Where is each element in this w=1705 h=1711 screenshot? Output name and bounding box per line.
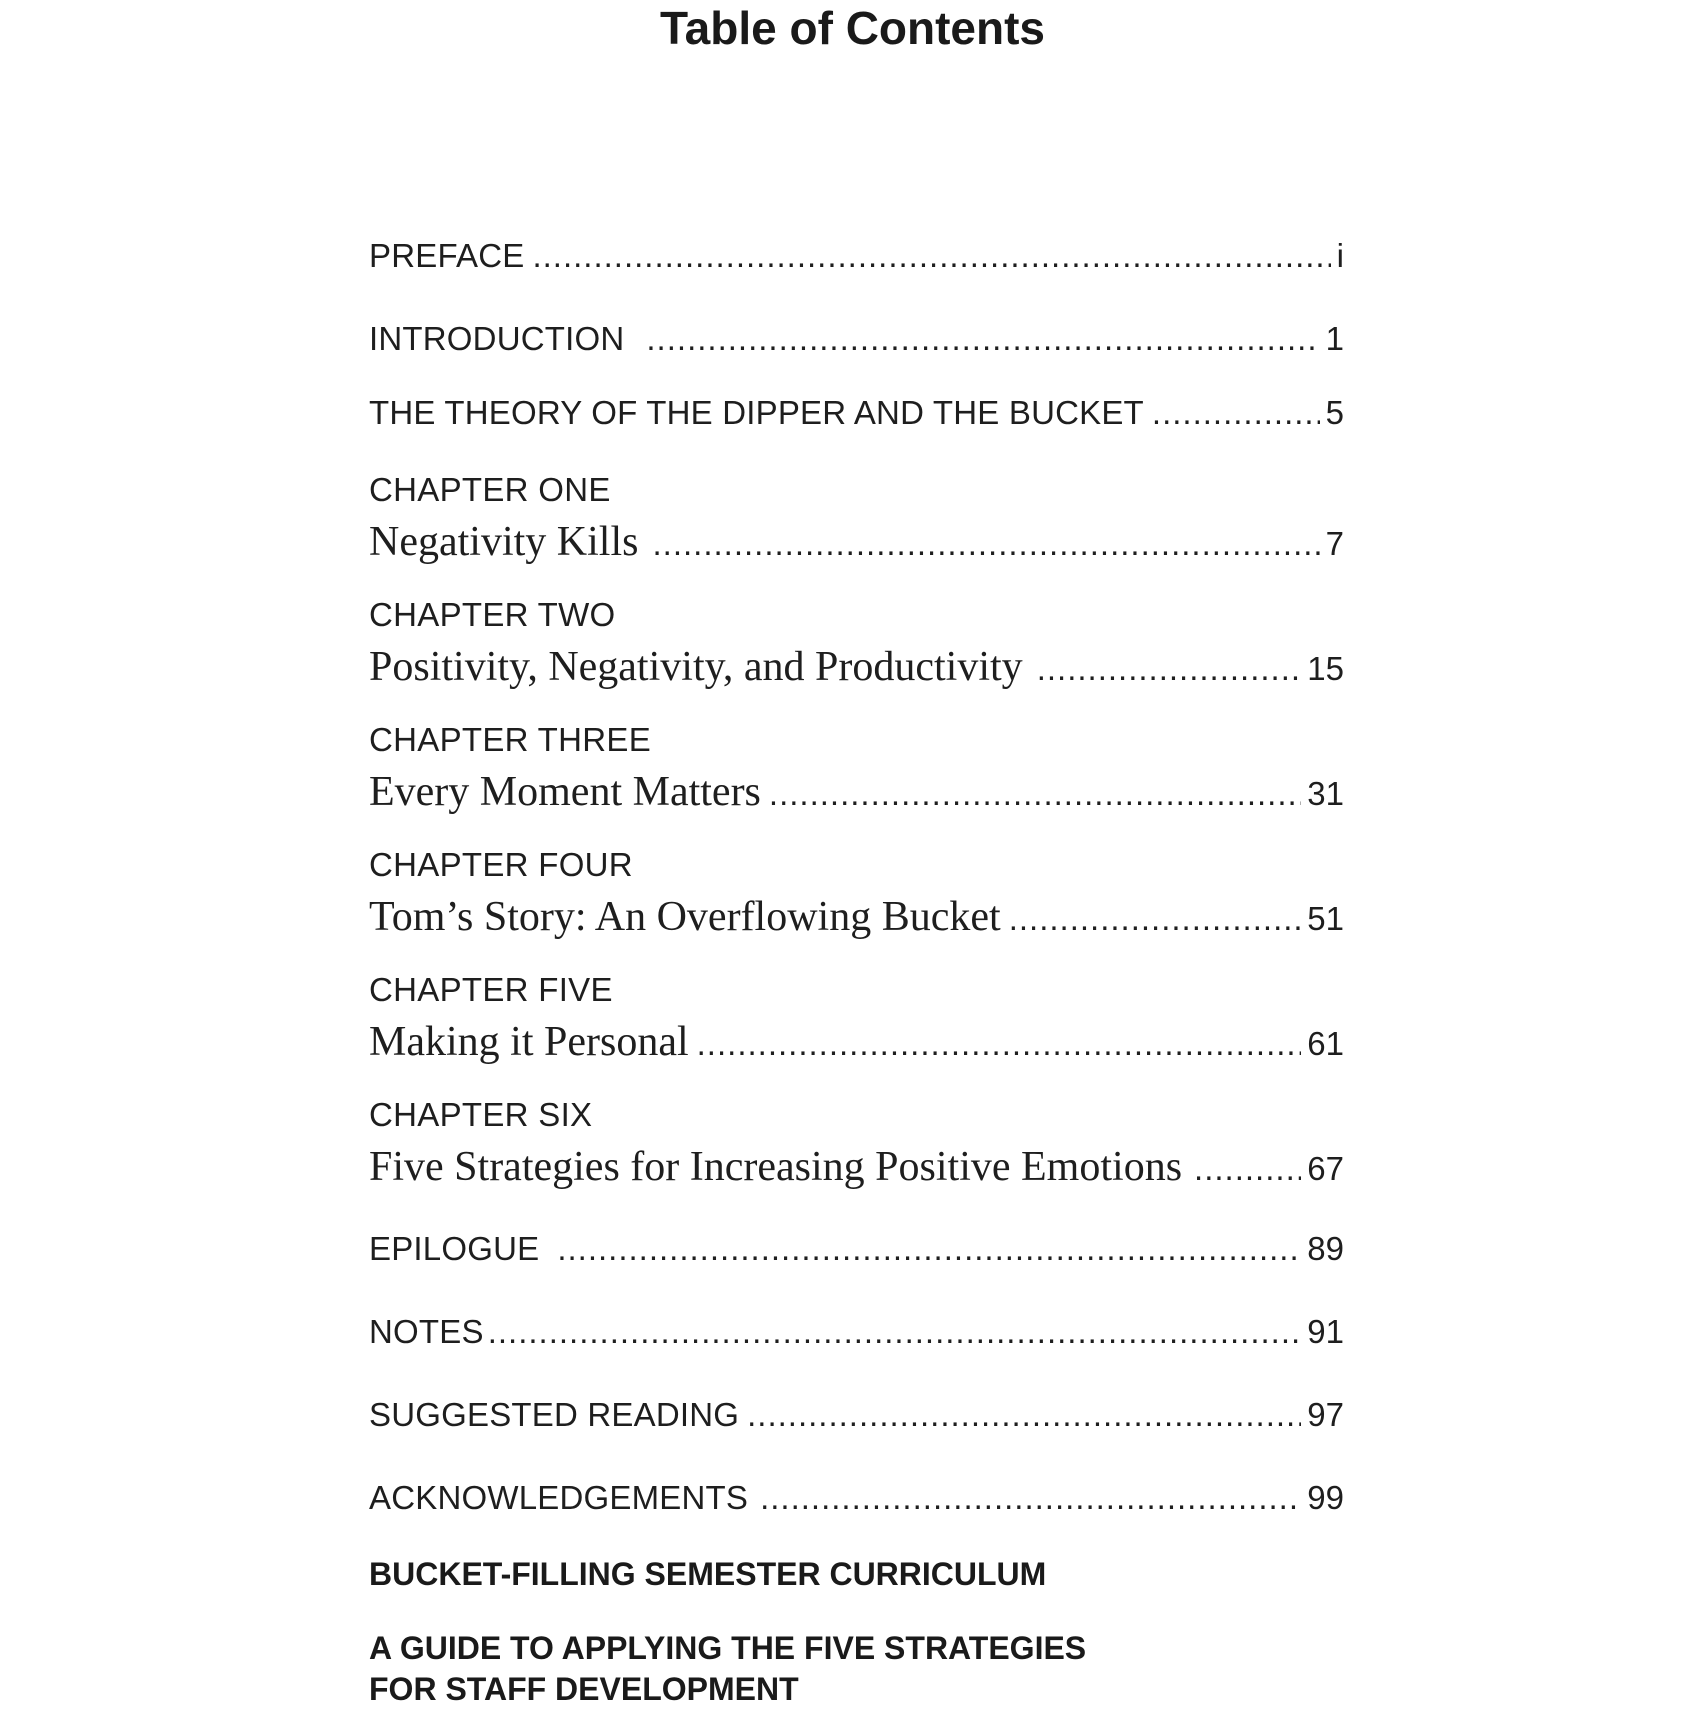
page-number: 31 (1307, 775, 1344, 812)
page-number: 89 (1307, 1230, 1344, 1267)
entry-label: ACKNOWLEDGEMENTS (369, 1479, 749, 1516)
page-number: 1 (1325, 320, 1344, 357)
dot-leader (488, 1313, 1302, 1351)
toc-entry-preface[interactable] (369, 237, 1344, 275)
page-number: i (1336, 237, 1344, 274)
dot-leader (747, 1396, 1301, 1434)
chapter-title: Positivity, Negativity, and Productivity (369, 644, 1023, 690)
dot-leader (1152, 394, 1320, 432)
toc-entry-introduction[interactable] (369, 320, 1344, 358)
chapter-title: Negativity Kills (369, 519, 639, 565)
appendix-guide-line-1[interactable]: A GUIDE TO APPLYING THE FIVE STRATEGIES (369, 1630, 1087, 1666)
page-title: Table of Contents (659, 2, 1046, 54)
toc-entry-chapter-four[interactable] (369, 845, 1344, 941)
entry-label: PREFACE (369, 237, 525, 274)
dot-leader (652, 525, 1319, 563)
chapter-label: CHAPTER ONE (369, 471, 611, 508)
chapter-label: CHAPTER FIVE (369, 971, 613, 1008)
toc-entry-chapter-three[interactable] (369, 720, 1344, 816)
chapter-label: CHAPTER THREE (369, 721, 651, 758)
toc-entry-chapter-six[interactable] (369, 1095, 1344, 1191)
toc-entry-suggested-reading[interactable] (369, 1396, 1344, 1434)
dot-leader (557, 1230, 1301, 1268)
dot-leader (697, 1025, 1302, 1063)
toc-entry-notes[interactable] (369, 1313, 1344, 1351)
dot-leader (646, 320, 1319, 358)
entry-label: THE THEORY OF THE DIPPER AND THE BUCKET (369, 394, 1144, 431)
toc-entry-epilogue[interactable] (369, 1230, 1344, 1268)
appendix-guide-line-2[interactable]: FOR STAFF DEVELOPMENT (369, 1671, 799, 1707)
page-number: 51 (1307, 900, 1344, 937)
toc-entry-chapter-five[interactable] (369, 970, 1344, 1066)
dot-leader (532, 237, 1330, 275)
page-number: 5 (1325, 394, 1344, 431)
page-number: 15 (1307, 650, 1344, 687)
chapter-title: Tom’s Story: An Overflowing Bucket (369, 894, 1001, 940)
page-number: 61 (1307, 1025, 1344, 1062)
page-number: 91 (1307, 1313, 1344, 1350)
dot-leader (769, 775, 1301, 813)
toc-entry-acknowledgements[interactable] (369, 1479, 1344, 1517)
toc-entry-chapter-one[interactable] (369, 470, 1344, 566)
page-number: 97 (1307, 1396, 1344, 1433)
chapter-label: CHAPTER TWO (369, 596, 616, 633)
entry-label: EPILOGUE (369, 1230, 540, 1267)
appendix-curriculum[interactable]: BUCKET-FILLING SEMESTER CURRICULUM (369, 1556, 1047, 1592)
entry-label: SUGGESTED READING (369, 1396, 740, 1433)
entry-label: INTRODUCTION (369, 320, 625, 357)
page-number: 67 (1307, 1150, 1344, 1187)
page-number: 7 (1325, 525, 1344, 562)
entry-label: NOTES (369, 1313, 484, 1350)
dot-leader (1194, 1150, 1301, 1188)
chapter-title: Making it Personal (369, 1019, 689, 1065)
chapter-label: CHAPTER SIX (369, 1096, 593, 1133)
dot-leader (760, 1479, 1301, 1517)
toc-entry-theory[interactable] (369, 394, 1344, 432)
dot-leader (1009, 900, 1302, 938)
page-number: 99 (1307, 1479, 1344, 1516)
chapter-title: Five Strategies for Increasing Positive Emotions (369, 1144, 1183, 1190)
chapter-label: CHAPTER FOUR (369, 846, 633, 883)
toc-entry-chapter-two[interactable] (369, 595, 1344, 691)
dot-leader (1037, 650, 1302, 688)
chapter-title: Every Moment Matters (369, 769, 761, 815)
